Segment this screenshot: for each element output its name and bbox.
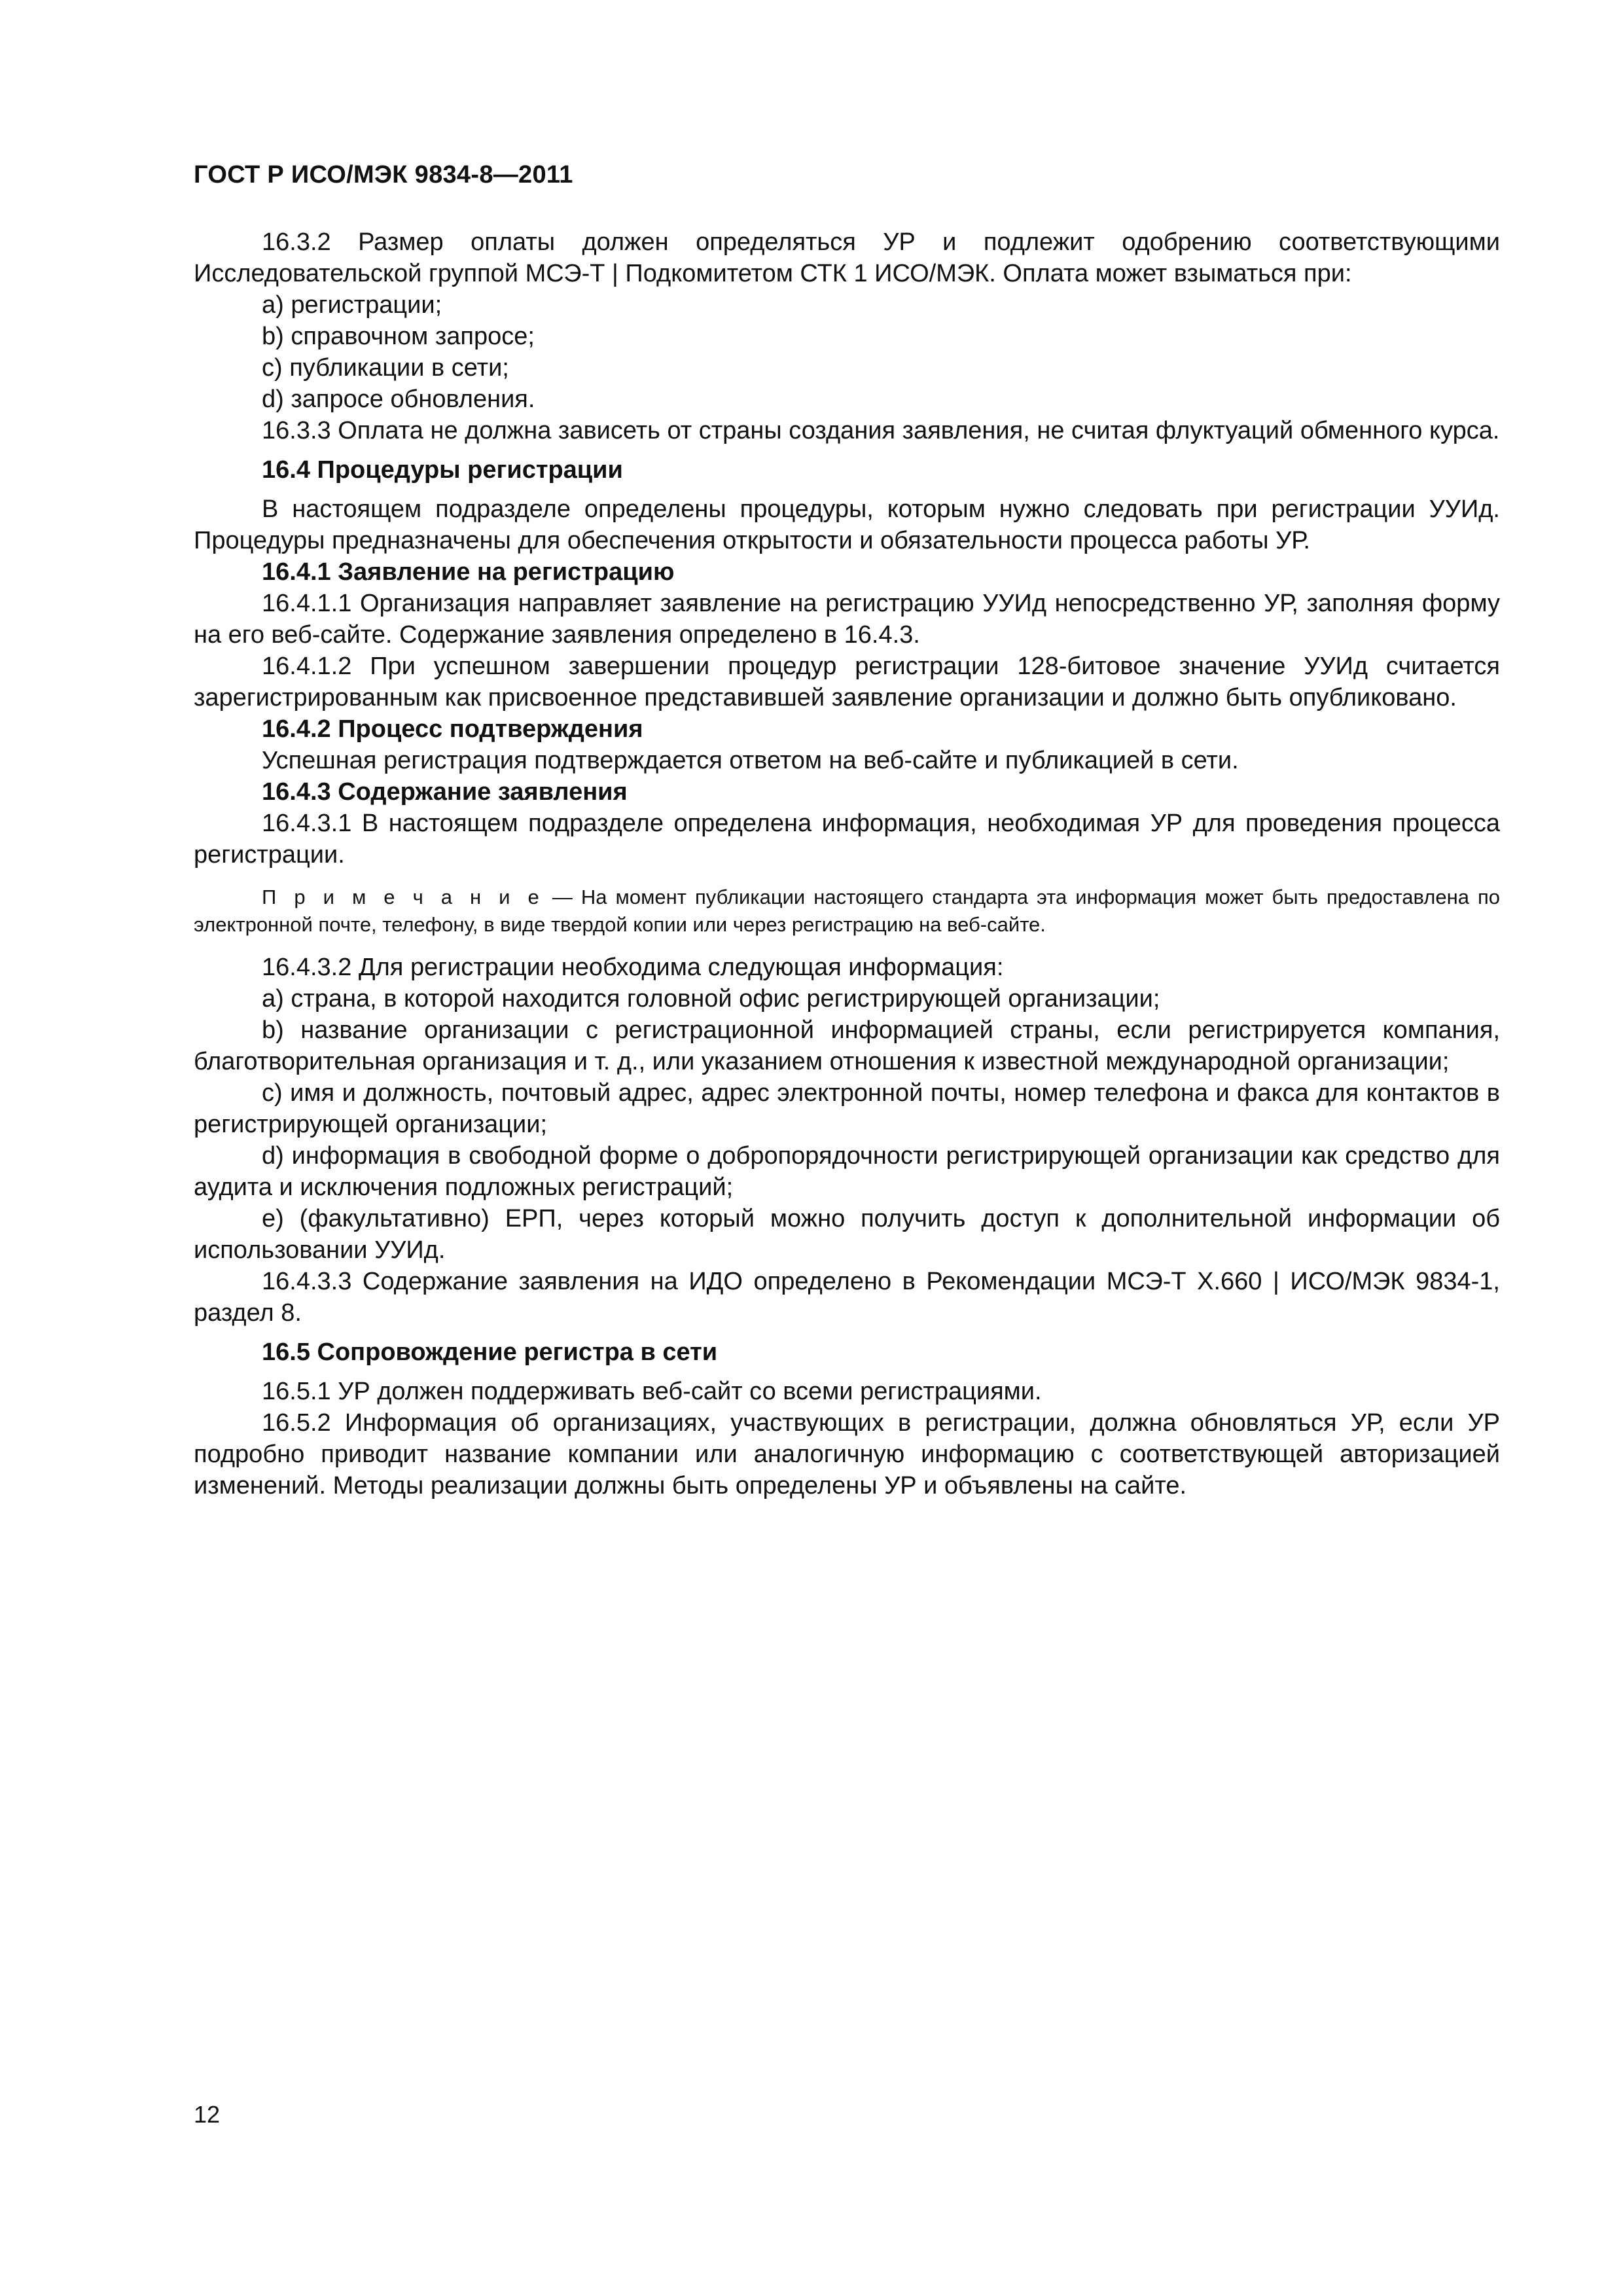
paragraph-16-4-3-2: 16.4.3.2 Для регистрации необходима следующая информация: bbox=[262, 954, 1004, 981]
heading-16-4-2: 16.4.2 Процесс подтверждения bbox=[262, 715, 643, 743]
heading-16-5: 16.5 Сопровождение регистра в сети bbox=[262, 1338, 718, 1366]
paragraph-16-5-1: 16.5.1 УР должен поддерживать веб-сайт со всеми регистрациями. bbox=[262, 1378, 1042, 1405]
note-text: — На момент публикации настоящего стандарта эта информация может быть предоставлена по электронной почте, телефону, в виде твердой копии или через регистрацию на веб-сайте. bbox=[194, 886, 1500, 936]
paragraph-16-4-1-1: 16.4.1.1 Организация направляет заявление на регистрацию УУИд непосредственно УР, заполняя форму на его веб-сайте. Содержание заявления определено в 16.4.3. bbox=[194, 590, 1500, 649]
paragraph-16-4-intro: В настоящем подразделе определены процедуры, которым нужно следовать при регистрации УУИд. Процедуры предназначены для обеспечения открытости и обязательности процесса работы УР. bbox=[194, 495, 1500, 554]
heading-16-4: 16.4 Процедуры регистрации bbox=[262, 456, 623, 484]
note bbox=[194, 884, 1500, 939]
list-item: c) имя и должность, почтовый адрес, адрес электронной почты, номер телефона и факса для контактов в регистрирующей организации; bbox=[194, 1079, 1500, 1138]
document-body bbox=[194, 226, 1500, 1501]
page-number: 12 bbox=[194, 2101, 221, 2128]
list-item: c) публикации в сети; bbox=[262, 354, 509, 382]
list-item: b) название организации с регистрационной информацией страны, если регистрируется компания, благотворительная организация и т. д., или указанием отношения к известной международной организации; bbox=[194, 1016, 1500, 1075]
list-item: d) запросе обновления. bbox=[262, 386, 535, 413]
paragraph-16-4-3-1: 16.4.3.1 В настоящем подразделе определена информация, необходимая УР для проведения процесса регистрации. bbox=[194, 810, 1500, 869]
paragraph-16-3-2: 16.3.2 Размер оплаты должен определяться УР и подлежит одобрению соответствующими Исследовательской группой МСЭ-Т | Подкомитетом СТК 1 ИСО/МЭК. Оплата может взыматься при: bbox=[194, 228, 1500, 287]
heading-16-4-3: 16.4.3 Содержание заявления bbox=[262, 778, 628, 806]
document-header: ГОСТ Р ИСО/МЭК 9834-8—2011 bbox=[194, 161, 573, 188]
paragraph-16-4-2: Успешная регистрация подтверждается ответом на веб-сайте и публикацией в сети. bbox=[262, 747, 1239, 774]
list-item: b) справочном запросе; bbox=[262, 323, 535, 350]
paragraph-16-4-3-3: 16.4.3.3 Содержание заявления на ИДО определено в Рекомендации МСЭ-Т X.660 | ИСО/МЭК 9834-1, раздел 8. bbox=[194, 1268, 1500, 1327]
note-label: П р и м е ч а н и е bbox=[262, 886, 544, 908]
paragraph-16-5-2: 16.5.2 Информация об организациях, участвующих в регистрации, должна обновляться УР, если УР подробно приводит название компании или аналогичную информацию с соответствующей авторизацией изменений. Методы реализации должны быть определены УР и объявлены на сайте. bbox=[194, 1409, 1500, 1499]
list-item: d) информация в свободной форме о добропорядочности регистрирующей организации как средство для аудита и исключения подложных регистраций; bbox=[194, 1142, 1500, 1201]
paragraph-16-3-3: 16.3.3 Оплата не должна зависеть от страны создания заявления, не считая флуктуаций обменного курса. bbox=[262, 417, 1500, 444]
list-item: a) регистрации; bbox=[262, 291, 442, 319]
paragraph-16-4-1-2: 16.4.1.2 При успешном завершении процедур регистрации 128-битовое значение УУИд считается зарегистрированным как присвоенное представившей заявление организации и должно быть опубликовано. bbox=[194, 653, 1500, 711]
list-item: e) (факультативно) ЕРП, через который можно получить доступ к дополнительной информации об использовании УУИд. bbox=[194, 1205, 1500, 1264]
list-item: a) страна, в которой находится головной офис регистрирующей организации; bbox=[262, 985, 1160, 1013]
heading-16-4-1: 16.4.1 Заявление на регистрацию bbox=[262, 558, 675, 586]
